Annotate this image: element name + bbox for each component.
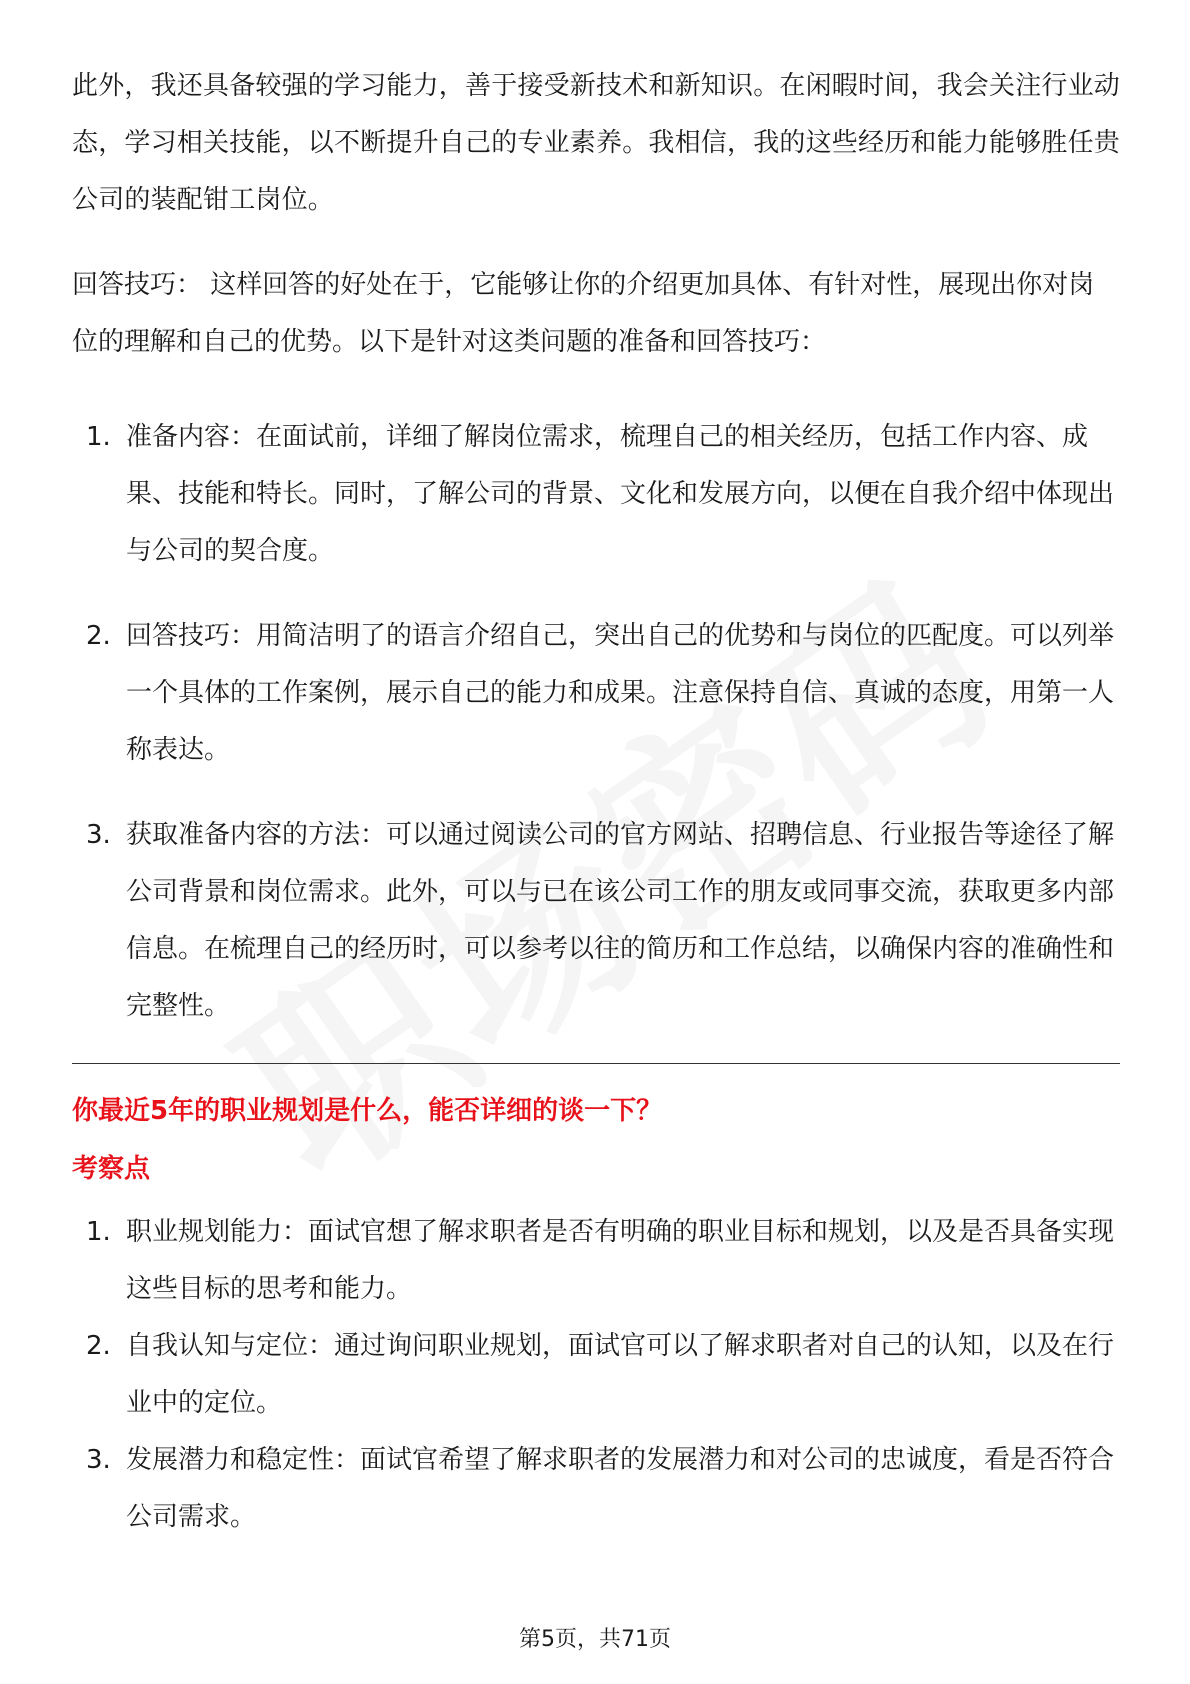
list-item-text: 职业规划能力：面试官想了解求职者是否有明确的职业目标和规划，以及是否具备实现这些目标的思考和能力。 bbox=[126, 1217, 1115, 1304]
list-number: 3. bbox=[86, 1445, 111, 1475]
list-item bbox=[72, 608, 1120, 779]
list-item bbox=[72, 1432, 1120, 1546]
list-item-text: 发展潜力和稳定性：面试官希望了解求职者的发展潜力和对公司的忠诚度，看是否符合公司需求。 bbox=[126, 1445, 1115, 1532]
list-item-text: 回答技巧：用简洁明了的语言介绍自己，突出自己的优势和与岗位的匹配度。可以列举一个具体的工作案例，展示自己的能力和成果。注意保持自信、真诚的态度，用第一人称表达。 bbox=[126, 621, 1115, 765]
list-item bbox=[72, 409, 1120, 580]
tips-list bbox=[72, 409, 1120, 1035]
list-item-text: 准备内容：在面试前，详细了解岗位需求，梳理自己的相关经历，包括工作内容、成果、技能和特长。同时，了解公司的背景、文化和发展方向，以便在自我介绍中体现出与公司的契合度。 bbox=[126, 422, 1115, 566]
question-heading: 你最近5年的职业规划是什么，能否详细的谈一下？ bbox=[72, 1096, 663, 1126]
section-label: 考察点 bbox=[72, 1154, 151, 1184]
list-item bbox=[72, 1204, 1120, 1318]
list-item bbox=[72, 1318, 1120, 1432]
list-item bbox=[72, 807, 1120, 1035]
list-number: 3. bbox=[86, 820, 111, 850]
page-footer: 第5页，共71页 bbox=[519, 1627, 671, 1652]
list-number: 1. bbox=[86, 1217, 111, 1247]
points-list bbox=[72, 1204, 1120, 1546]
list-item-text: 自我认知与定位：通过询问职业规划，面试官可以了解求职者对自己的认知，以及在行业中的定位。 bbox=[126, 1331, 1115, 1418]
intro-paragraph: 此外，我还具备较强的学习能力，善于接受新技术和新知识。在闲暇时间，我会关注行业动态，学习相关技能，以不断提升自己的专业素养。我相信，我的这些经历和能力能够胜任贵公司的装配钳工岗位。 bbox=[72, 71, 1121, 215]
list-item-text: 获取准备内容的方法：可以通过阅读公司的官方网站、招聘信息、行业报告等途径了解公司背景和岗位需求。此外，可以与已在该公司工作的朋友或同事交流，获取更多内部信息。在梳理自己的经历时，可以参考以往的简历和工作总结，以确保内容的准确性和完整性。 bbox=[126, 820, 1115, 1021]
list-number: 2. bbox=[86, 621, 111, 651]
tip-paragraph: 回答技巧： 这样回答的好处在于，它能够让你的介绍更加具体、有针对性，展现出你对岗位的理解和自己的优势。以下是针对这类问题的准备和回答技巧： bbox=[72, 270, 1095, 357]
list-number: 2. bbox=[86, 1331, 111, 1361]
page-content bbox=[72, 58, 1120, 1546]
list-number: 1. bbox=[86, 422, 111, 452]
section-divider bbox=[72, 1063, 1120, 1064]
